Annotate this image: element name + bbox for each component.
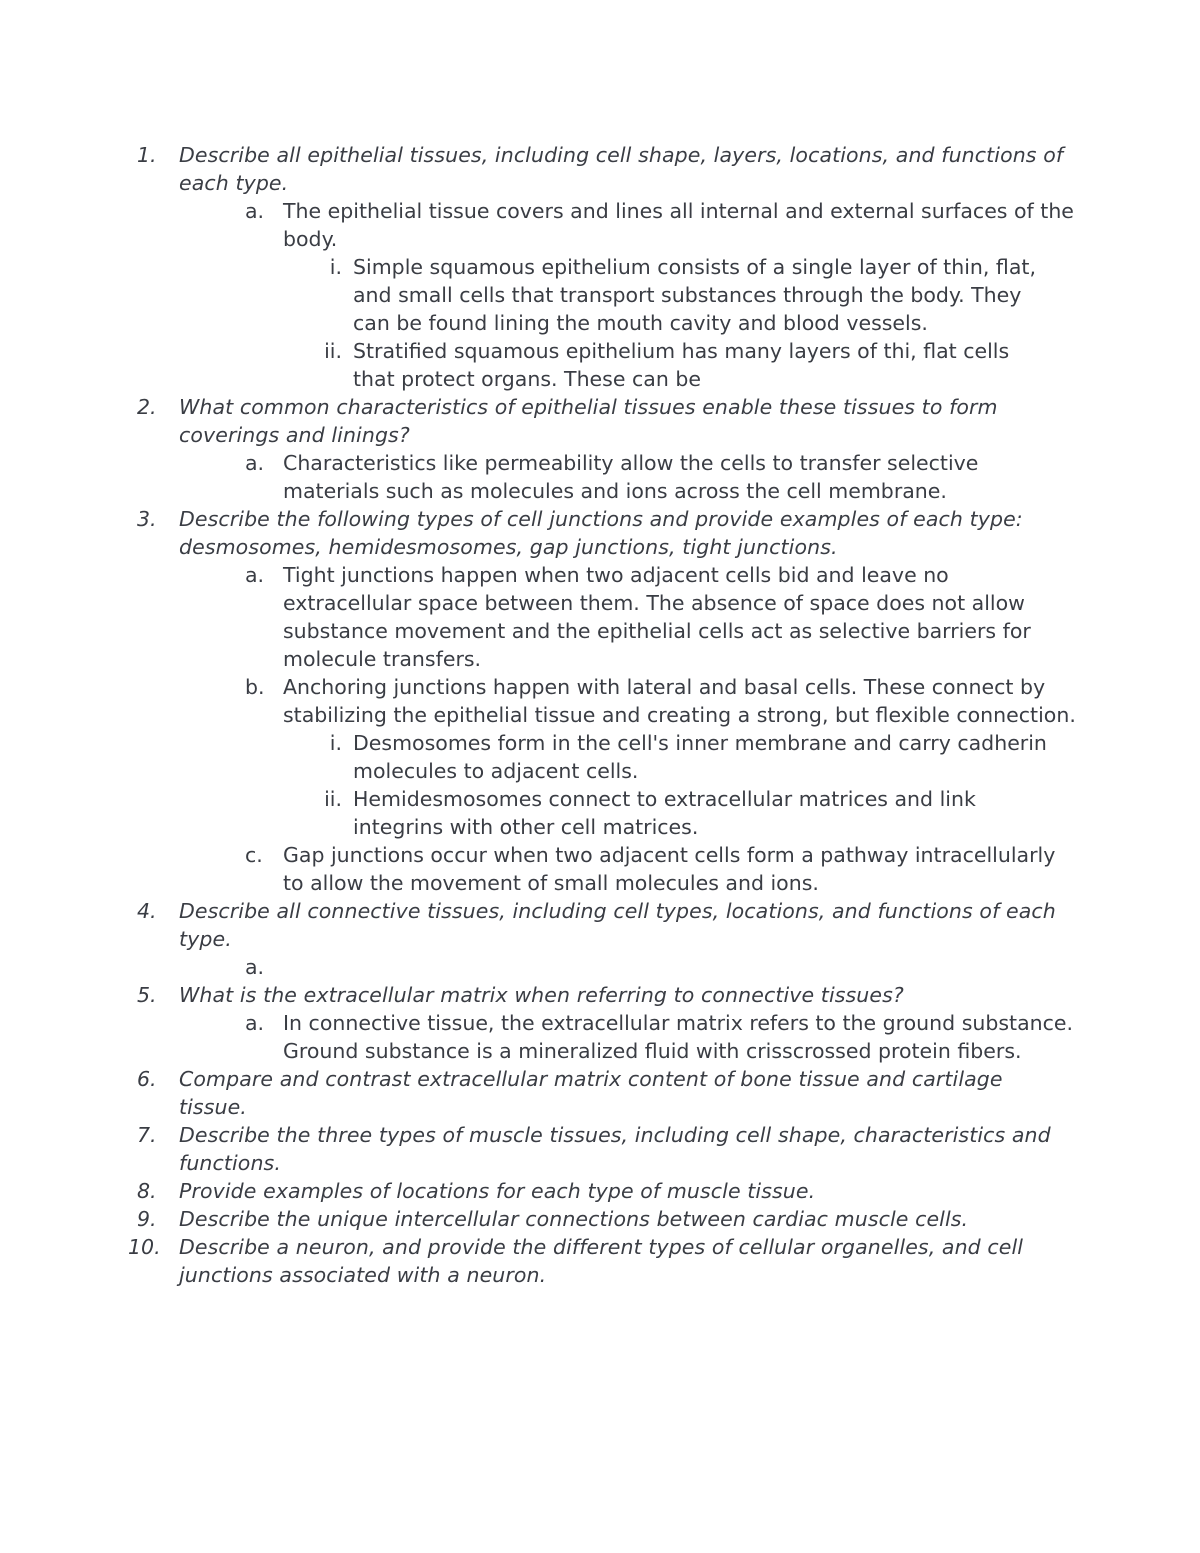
answer-item xyxy=(0,197,1200,253)
question-number: 6. xyxy=(137,1067,157,1091)
question-number: 5. xyxy=(137,983,157,1007)
sub-answer-item xyxy=(0,785,1200,841)
question-item xyxy=(0,1177,1200,1205)
answer-marker: a. xyxy=(245,451,265,475)
question-text: What common characteristics of epithelial tissues enable these tissues to form coverings and linings? xyxy=(179,395,998,447)
question-text: Describe all epithelial tissues, including cell shape, layers, locations, and functions of each type. xyxy=(179,143,1064,195)
question-number: 8. xyxy=(137,1179,157,1203)
question-item xyxy=(0,981,1200,1009)
question-text: Describe the following types of cell junctions and provide examples of each type: desmosomes, hemidesmosomes, gap junctions, tight junctions. xyxy=(179,507,1023,559)
question-item xyxy=(0,141,1200,197)
question-item xyxy=(0,1121,1200,1177)
answer-item xyxy=(0,953,1200,981)
answer-marker: a. xyxy=(245,563,265,587)
question-item xyxy=(0,897,1200,953)
answer-text: The epithelial tissue covers and lines all internal and external surfaces of the body. xyxy=(283,199,1074,251)
sub-answer-marker: ii. xyxy=(324,787,342,811)
answer-item xyxy=(0,673,1200,729)
answer-text: Gap junctions occur when two adjacent cells form a pathway intracellularly to allow the movement of small molecules and ions. xyxy=(283,843,1056,895)
answer-marker: b. xyxy=(245,675,265,699)
question-number: 4. xyxy=(137,899,157,923)
sub-answer-text: Hemidesmosomes connect to extracellular matrices and link integrins with other cell matrices. xyxy=(353,787,976,839)
question-item xyxy=(0,1205,1200,1233)
answer-marker: c. xyxy=(245,843,263,867)
sub-answer-marker: i. xyxy=(329,731,342,755)
question-text: Provide examples of locations for each type of muscle tissue. xyxy=(179,1179,816,1203)
question-text: Describe a neuron, and provide the different types of cellular organelles, and cell junctions associated with a neuron. xyxy=(179,1235,1024,1287)
sub-answer-marker: i. xyxy=(329,255,342,279)
question-number: 9. xyxy=(137,1207,157,1231)
answer-item xyxy=(0,1009,1200,1065)
question-text: What is the extracellular matrix when referring to connective tissues? xyxy=(179,983,904,1007)
sub-answer-text: Simple squamous epithelium consists of a single layer of thin, flat, and small cells that transport substances through the body. They can be found lining the mouth cavity and blood vessels. xyxy=(353,255,1036,335)
answer-text: Anchoring junctions happen with lateral and basal cells. These connect by stabilizing the epithelial tissue and creating a strong, but flexible connection. xyxy=(283,675,1076,727)
answer-text: Characteristics like permeability allow the cells to transfer selective materials such as molecules and ions across the cell membrane. xyxy=(283,451,979,503)
answer-item xyxy=(0,841,1200,897)
answer-item xyxy=(0,449,1200,505)
answer-marker: a. xyxy=(245,955,265,979)
sub-answer-item xyxy=(0,337,1200,393)
sub-answer-text: Stratified squamous epithelium has many layers of thi, flat cells that protect organs. These can be xyxy=(353,339,1010,391)
answer-text: In connective tissue, the extracellular matrix refers to the ground substance. Ground substance is a mineralized fluid with crisscrossed protein fibers. xyxy=(283,1011,1074,1063)
question-text: Describe all connective tissues, including cell types, locations, and functions of each type. xyxy=(179,899,1056,951)
question-item xyxy=(0,1233,1200,1289)
question-item xyxy=(0,1065,1200,1121)
answer-marker: a. xyxy=(245,1011,265,1035)
question-item xyxy=(0,505,1200,561)
question-item xyxy=(0,393,1200,449)
question-text: Compare and contrast extracellular matrix content of bone tissue and cartilage tissue. xyxy=(179,1067,1003,1119)
answer-item xyxy=(0,561,1200,673)
question-text: Describe the three types of muscle tissues, including cell shape, characteristics and functions. xyxy=(179,1123,1051,1175)
question-list xyxy=(0,141,1200,1289)
sub-answer-item xyxy=(0,253,1200,337)
sub-answer-item xyxy=(0,729,1200,785)
question-number: 2. xyxy=(137,395,157,419)
answer-text: Tight junctions happen when two adjacent cells bid and leave no extracellular space between them. The absence of space does not allow substance movement and the epithelial cells act as selective barriers for molecule transfers. xyxy=(283,563,1031,671)
sub-answer-text: Desmosomes form in the cell's inner membrane and carry cadherin molecules to adjacent cells. xyxy=(353,731,1047,783)
question-number: 3. xyxy=(137,507,157,531)
question-number: 10. xyxy=(128,1235,161,1259)
question-number: 7. xyxy=(137,1123,157,1147)
question-text: Describe the unique intercellular connections between cardiac muscle cells. xyxy=(179,1207,969,1231)
answer-marker: a. xyxy=(245,199,265,223)
sub-answer-marker: ii. xyxy=(324,339,342,363)
question-number: 1. xyxy=(137,143,157,167)
